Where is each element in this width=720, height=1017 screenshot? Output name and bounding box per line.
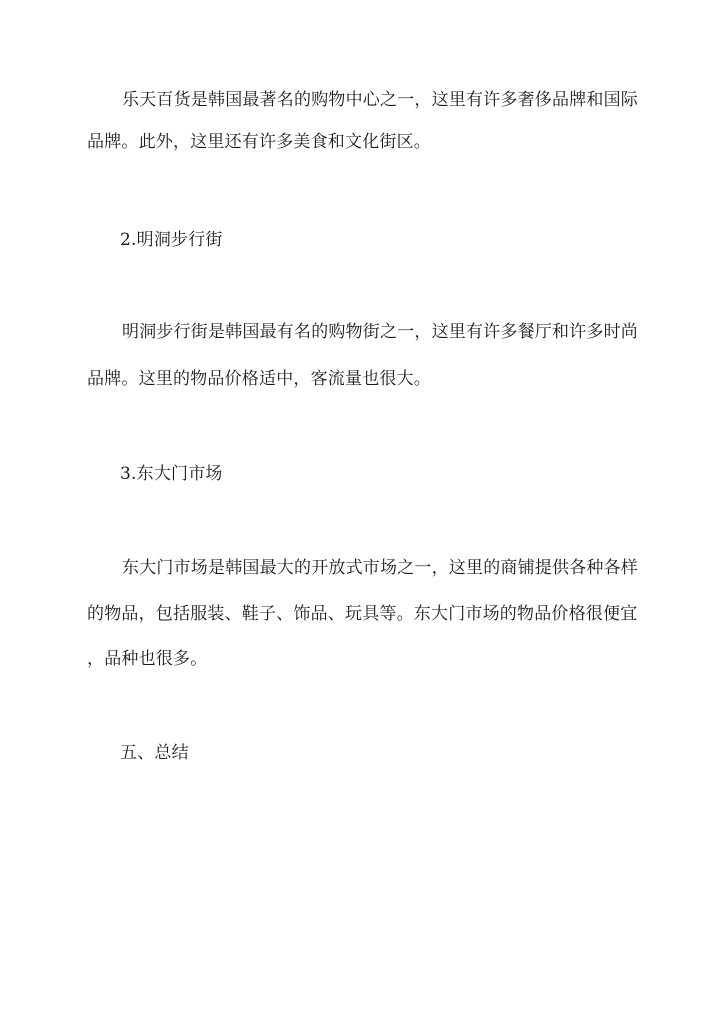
heading-dongdaemun: 3.东大门市场	[120, 464, 223, 484]
paragraph-lotte-line-2: 品牌。此外，这里还有许多美食和文化街区。	[87, 132, 431, 152]
heading-myeongdong: 2.明洞步行街	[120, 230, 223, 250]
paragraph-dongdaemun-line-1: 东大门市场是韩国最大的开放式市场之一，这里的商铺提供各种各样	[122, 558, 638, 578]
paragraph-lotte-line-1: 乐天百货是韩国最著名的购物中心之一，这里有许多奢侈品牌和国际	[122, 90, 638, 110]
paragraph-myeongdong-line-2: 品牌。这里的物品价格适中，客流量也很大。	[87, 369, 431, 389]
paragraph-dongdaemun-line-3: ，品种也很多。	[87, 649, 208, 669]
paragraph-dongdaemun-line-2: 的物品，包括服装、鞋子、饰品、玩具等。东大门市场的物品价格很便宜	[87, 604, 638, 624]
paragraph-myeongdong-line-1: 明洞步行街是韩国最有名的购物街之一，这里有许多餐厅和许多时尚	[122, 322, 638, 342]
heading-summary: 五、总结	[120, 743, 189, 763]
